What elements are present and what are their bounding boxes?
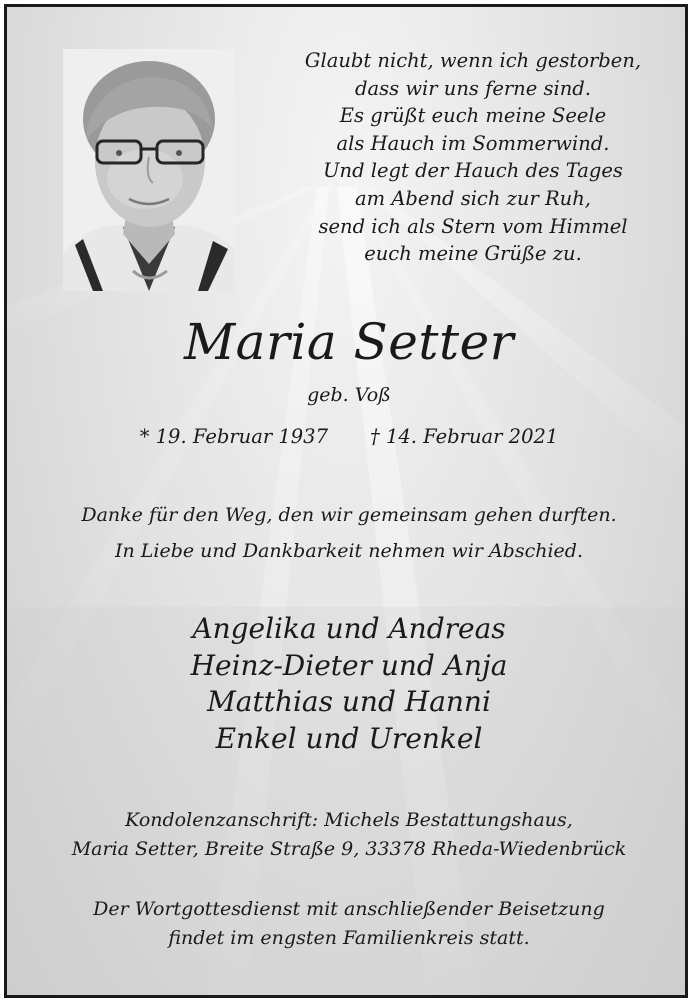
portrait-photo [63, 49, 235, 291]
family-mourners [4, 611, 688, 757]
life-dates [4, 425, 688, 448]
poem-line: Glaubt nicht, wenn ich gestorben, [304, 49, 642, 72]
memorial-poem [273, 47, 673, 268]
obituary-card [4, 4, 688, 998]
farewell-line: Danke für den Weg, den wir gemeinsam gehen durften. [81, 504, 617, 526]
address-line: Kondolenzanschrift: Michels Bestattungshaus, [125, 809, 573, 831]
farewell-line: In Liebe und Dankbarkeit nehmen wir Abschied. [115, 540, 583, 562]
service-notice [4, 895, 688, 953]
condolence-address [4, 806, 688, 864]
maiden-name: geb. Voß [307, 384, 391, 406]
birth-date: * 19. Februar 1937 [139, 425, 328, 448]
poem-line: send ich als Stern vom Himmel [318, 214, 628, 238]
poem-line: Es grüßt euch meine Seele [339, 104, 607, 128]
mourner-name: Matthias und Hanni [207, 685, 491, 718]
deceased-name: Maria Setter [183, 313, 515, 371]
poem-line: dass wir uns ferne sind. [355, 76, 591, 100]
service-line: findet im engsten Familienkreis statt. [168, 927, 530, 949]
mourner-name: Heinz-Dieter und Anja [190, 648, 508, 682]
mourner-name: Enkel und Urenkel [215, 721, 483, 755]
address-line: Maria Setter, Breite Straße 9, 33378 Rheda-Wiedenbrück [71, 838, 627, 860]
death-date: † 14. Februar 2021 [370, 425, 559, 448]
poem-line: als Hauch im Sommerwind. [336, 131, 610, 155]
farewell-message [4, 497, 688, 569]
poem-line: Und legt der Hauch des Tages [323, 159, 623, 183]
poem-line: am Abend sich zur Ruh, [355, 186, 591, 210]
poem-line: euch meine Grüße zu. [364, 242, 582, 266]
service-line: Der Wortgottesdienst mit anschließender Beisetzung [93, 898, 605, 920]
mourner-name: Angelika und Andreas [192, 612, 506, 645]
